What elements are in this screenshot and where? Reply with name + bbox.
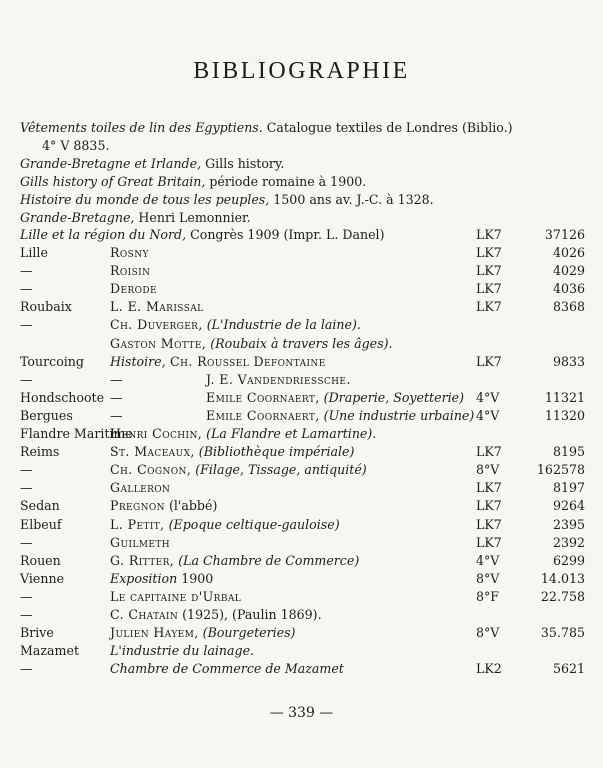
table-row: [20, 245, 585, 263]
table-row: [20, 227, 585, 245]
entry-reference: Guilmeth: [110, 534, 171, 550]
entry-reference: Le capitaine d'Urbal: [110, 588, 242, 604]
shelf-mark-number: 8195: [552, 444, 585, 460]
shelf-mark-series: LK7: [476, 299, 502, 315]
shelf-mark-series: LK7: [476, 480, 502, 496]
table-row: [20, 643, 585, 661]
table-row: [20, 589, 585, 607]
table-row: [20, 408, 585, 426]
intro-line: Grande-Bretagne, Henri Lemonnier.: [20, 210, 251, 225]
intro-block: [20, 119, 585, 227]
entry-reference: L. E. Marissal: [110, 299, 204, 315]
shelf-mark-number: 2392: [552, 534, 585, 550]
shelf-mark-number: 9264: [552, 498, 585, 514]
shelf-mark-number: 37126: [544, 227, 585, 242]
table-row: [20, 426, 585, 444]
shelf-mark-series: 4°V: [476, 389, 500, 405]
entry-reference: Chambre de Commerce de Mazamet: [110, 661, 344, 677]
intro-line: Histoire du monde de tous les peuples, 1500 ans av. J.-C. à 1328.: [20, 192, 434, 207]
shelf-mark-series: 8°V: [476, 570, 500, 586]
table-row: [20, 354, 585, 372]
shelf-mark-number: 4026: [552, 245, 585, 261]
table-row: [20, 372, 585, 390]
shelf-mark-series: LK7: [476, 353, 502, 369]
shelf-mark-number: 8368: [552, 299, 585, 315]
shelf-mark-number: 2395: [552, 516, 585, 532]
entry-reference: — Emile Coornaert, (Une industrie urbaine): [110, 407, 475, 423]
intro-line: 4° V 8835.: [42, 138, 110, 153]
entry-reference: Pregnon (l'abbé): [110, 498, 218, 514]
table-row: [20, 317, 585, 335]
shelf-mark-series: LK7: [476, 534, 502, 550]
shelf-mark-series: LK7: [476, 281, 502, 297]
place-name: —: [20, 661, 33, 677]
table-row: [20, 263, 585, 281]
shelf-mark-number: 4036: [552, 281, 585, 297]
place-name: Mazamet: [20, 643, 80, 659]
shelf-mark-series: LK7: [476, 498, 502, 514]
entry-reference: Derode: [110, 281, 158, 297]
bibliography-table: [20, 227, 585, 679]
entry-reference: C. Chatain (1925), (Paulin 1869).: [110, 606, 322, 622]
entry-reference: Gaston Motte, (Roubaix à travers les âges).: [110, 335, 393, 351]
shelf-mark-number: 4029: [552, 263, 585, 279]
place-name: Hondschoote: [20, 389, 105, 405]
place-name: Sedan: [20, 498, 60, 514]
shelf-mark-series: 8°V: [476, 462, 500, 478]
shelf-mark-series: LK2: [476, 661, 502, 677]
place-name: Rouen: [20, 552, 61, 568]
entry-reference: Ch. Duverger, (L'Industrie de la laine).: [110, 317, 361, 333]
page-title: BIBLIOGRAPHIE: [193, 58, 410, 84]
table-row: [20, 281, 585, 299]
table-row: [20, 661, 585, 679]
place-name: Tourcoing: [20, 353, 84, 369]
place-name: —: [20, 480, 33, 496]
table-row: [20, 607, 585, 625]
page-number: — 339 —: [269, 705, 334, 721]
place-name: —: [20, 462, 33, 478]
entry-reference: Histoire, Ch. Roussel Defontaine: [110, 353, 326, 369]
table-row: [20, 571, 585, 589]
shelf-mark-series: LK7: [476, 263, 502, 279]
table-row: [20, 336, 585, 354]
place-name: Flandre Maritime: [20, 426, 133, 442]
table-row: [20, 444, 585, 462]
entry-reference: — Emile Coornaert, (Draperie, Soyetterie): [110, 389, 464, 405]
place-name: Brive: [20, 625, 54, 641]
entry-reference: Henri Cochin, (La Flandre et Lamartine).: [110, 426, 377, 442]
shelf-mark-number: 9833: [552, 353, 585, 369]
place-name: Elbeuf: [20, 516, 62, 532]
shelf-mark-series: 4°V: [476, 552, 500, 568]
table-row: [20, 517, 585, 535]
table-row: [20, 535, 585, 553]
entry-reference: Julien Hayem, (Bourgeteries): [110, 625, 296, 641]
table-row: [20, 390, 585, 408]
place-name: Reims: [20, 444, 60, 460]
entry-reference: L'industrie du lainage.: [110, 643, 255, 659]
intro-line: Grande-Bretagne et Irlande, Gills history.: [20, 156, 285, 171]
entry-reference: Roisin: [110, 263, 151, 279]
shelf-mark-series: LK7: [476, 245, 502, 261]
table-row: [20, 462, 585, 480]
table-row: [20, 553, 585, 571]
shelf-mark-number: 22.758: [540, 588, 585, 604]
table-row: [20, 498, 585, 516]
entry-reference: L. Petit, (Epoque celtique-gauloise): [110, 516, 340, 532]
shelf-mark-number: 5621: [552, 661, 585, 677]
table-row: [20, 480, 585, 498]
place-name: —: [20, 606, 33, 622]
entry-reference: Galleron: [110, 480, 171, 496]
shelf-mark-number: 6299: [552, 552, 585, 568]
entry-reference: Exposition 1900: [110, 570, 214, 586]
shelf-mark-series: LK7: [476, 227, 502, 242]
shelf-mark-number: 162578: [536, 462, 585, 478]
place-name: —: [20, 317, 33, 333]
shelf-mark-series: LK7: [476, 444, 502, 460]
place-name: Vienne: [20, 570, 65, 586]
place-name: —: [20, 534, 33, 550]
shelf-mark-series: 8°F: [476, 588, 500, 604]
place-name: Roubaix: [20, 299, 72, 315]
place-name: Lille: [20, 245, 48, 261]
entry-reference: Ch. Cognon, (Filage, Tissage, antiquité): [110, 462, 367, 478]
place-name: —: [20, 263, 33, 279]
intro-line: Gills history of Great Britain, période romaine à 1900.: [20, 174, 367, 189]
shelf-mark-series: 8°V: [476, 625, 500, 641]
place-name: —: [20, 371, 33, 387]
shelf-mark-series: LK7: [476, 516, 502, 532]
entry-reference: St. Maceaux, (Bibliothèque impériale): [110, 444, 355, 460]
entry-title: Lille et la région du Nord, Congrès 1909 (Impr. L. Danel): [20, 227, 385, 242]
entry-reference: — J. E. Vandendriessche.: [110, 371, 351, 387]
place-name: —: [20, 281, 33, 297]
place-name: Bergues: [20, 407, 73, 423]
table-row: [20, 299, 585, 317]
shelf-mark-number: 14.013: [540, 570, 585, 586]
shelf-mark-series: 4°V: [476, 407, 500, 423]
shelf-mark-number: 8197: [552, 480, 585, 496]
entry-reference: G. Ritter, (La Chambre de Commerce): [110, 552, 360, 568]
table-row: [20, 625, 585, 643]
shelf-mark-number: 11321: [544, 389, 585, 405]
shelf-mark-number: 35.785: [540, 625, 585, 641]
entry-reference: Rosny: [110, 245, 149, 261]
place-name: —: [20, 588, 33, 604]
shelf-mark-number: 11320: [544, 407, 585, 423]
intro-line: Vêtements toiles de lin des Egyptiens. Catalogue textiles de Londres (Biblio.): [20, 120, 513, 135]
